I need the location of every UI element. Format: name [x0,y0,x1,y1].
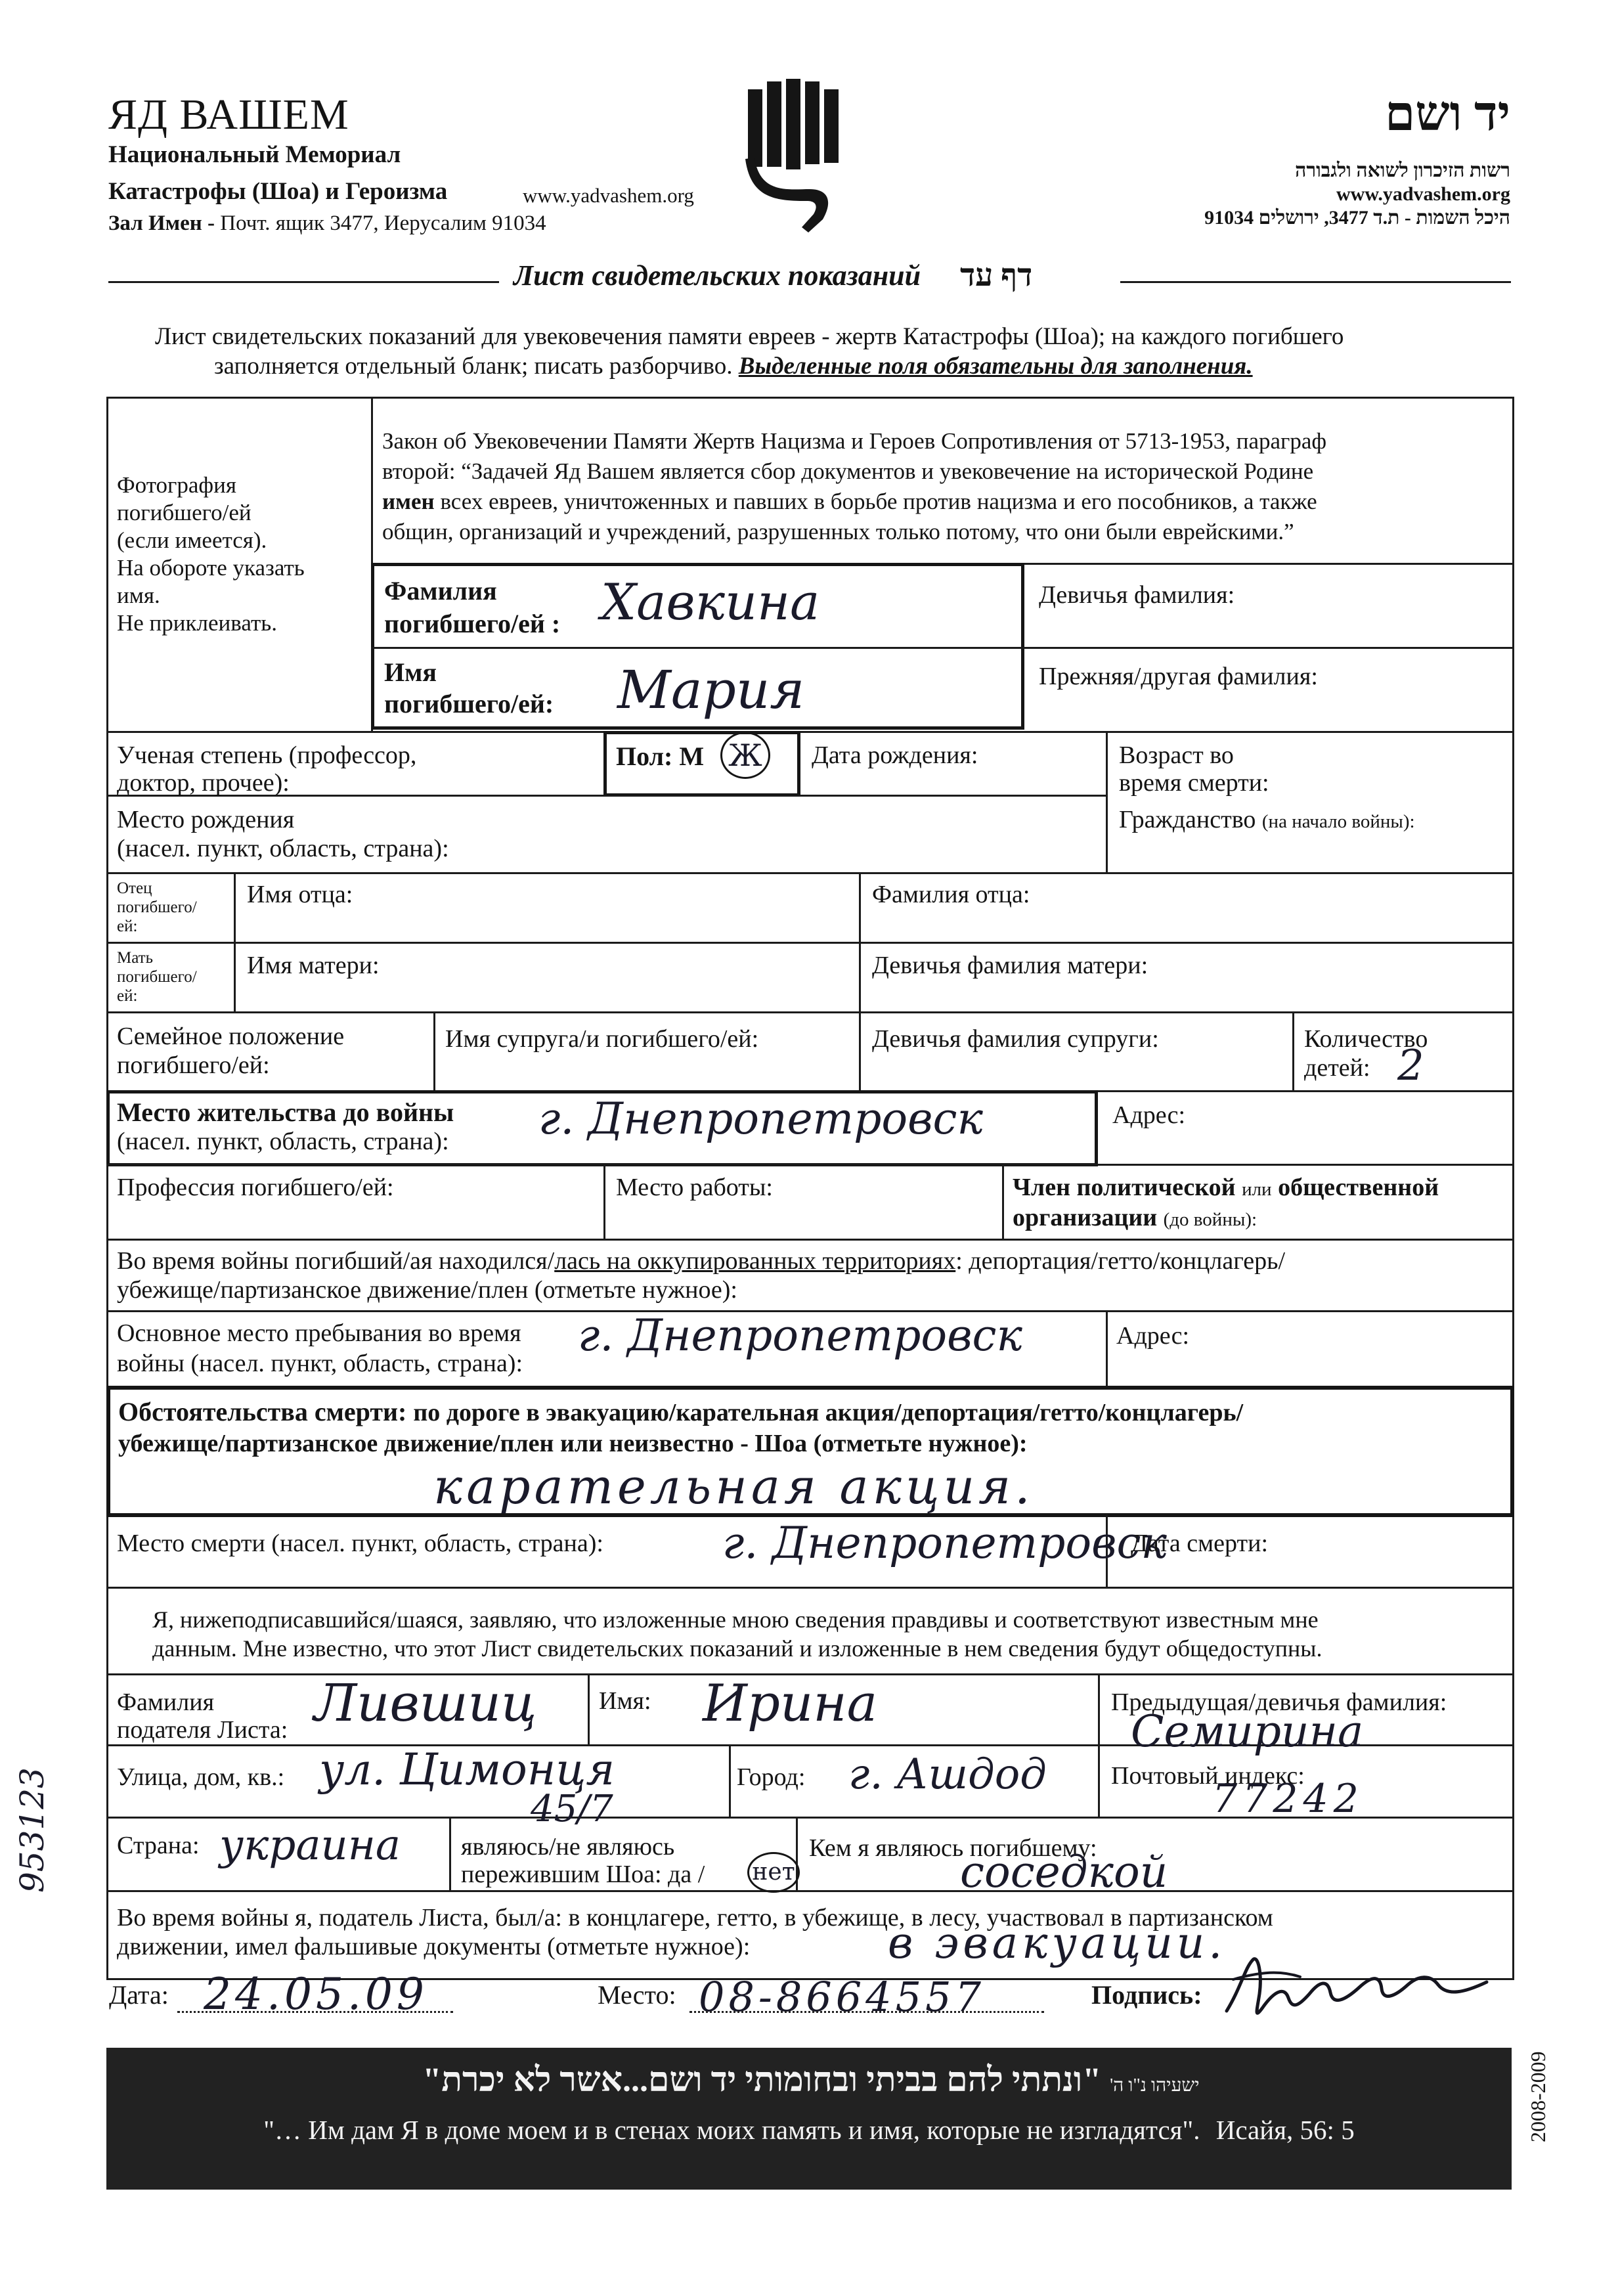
law-line-2: второй: “Задачей Яд Вашем является сбор документов и увековечение на исторической Родине [382,458,1314,484]
law-line-3-text: всех евреев, уничтоженных и павших в борьбе против нацизма и его пособников, а также [440,489,1317,514]
membership-label [1013,1173,1439,1202]
wartime-label [117,1247,1285,1275]
death-date-label: Дата смерти: [1131,1530,1269,1557]
victim-maiden-label: Девичья фамилия: [1039,581,1235,609]
birth-date-label: Дата рождения: [812,741,978,769]
residence-bottom [106,1164,1514,1166]
street-label: Улица, дом, кв.: [117,1763,285,1791]
photo-line: (если имеется). [117,527,267,553]
degree-label-2: доктор, прочее): [117,769,290,797]
submitter-row1-div1 [588,1673,590,1746]
form-border-right [1512,397,1514,1979]
membership-label-c: организации [1013,1204,1158,1231]
date-label: Дата: [109,1980,169,2010]
residence-label: Место жительства до войны [117,1097,454,1127]
membership-label-2 [1013,1203,1257,1232]
org-subtitle-ru-2: Катастрофы (Шоа) и Героизма [108,178,448,205]
website-he: www.yadvashem.org [1336,183,1510,205]
country-label: Страна: [117,1832,200,1859]
form-border-left [106,397,108,1979]
law-line-1: Закон об Увековечении Памяти Жертв Нацизма и Героев Сопротивления от 5713-1953, параграф [382,428,1327,454]
death-place-value[interactable]: г. Днепропетровск [722,1518,1167,1568]
org-name-he: יד ושם [1385,87,1510,141]
mother-side-line: погибшего/ [117,968,197,986]
degree-label: Ученая степень (профессор, [117,741,417,769]
profession-div-1 [603,1164,605,1240]
mother-name-label: Имя матери: [247,952,380,979]
law-names-bold: имен [382,489,435,514]
relation-label: Кем я являюсь погибшему: [809,1834,1097,1862]
submitter-wartime-line-1: Во время войны я, податель Листа, был/а: в концлагере, гетто, в убежище, в лесу, участвовал в партизанском [117,1904,1273,1932]
form-title: Лист свидетельских показаний [514,259,921,292]
children-label-2: детей: [1304,1054,1370,1082]
father-surname-label: Фамилия отца: [872,881,1030,908]
photo-line: На обороте указать [117,555,305,581]
hall-address-ru: Почт. ящик 3477, Иерусалим 91034 [220,211,546,235]
submitter-row3-div1 [449,1817,451,1891]
wartime-label-a: Во время войны погибший/ая находился/ [117,1247,555,1275]
father-bottom [106,942,1514,944]
survivor-label-2: пережившим Шоа: да / [461,1861,705,1888]
membership-or: или [1242,1179,1272,1200]
intro-required-note: Выделенные поля обязательны для заполнения. [738,353,1253,380]
relation-value[interactable]: соседкой [960,1847,1168,1897]
place-value[interactable]: 08-8664557 [699,1973,985,2021]
photo-line: Фотография [117,472,236,498]
archive-number-margin: 953123 [13,1767,51,1893]
photo-line: погибшего/ей [117,500,251,525]
death-circumstances-label [118,1398,1243,1427]
workplace-label: Место работы: [616,1174,773,1201]
death-circumstances-title: Обстоятельства смерти: [118,1397,407,1426]
website-ru: www.yadvashem.org [523,184,694,207]
death-circumstances-options: по дороге в эвакуацию/карательная акция/депортация/гетто/концлагерь/ [413,1399,1244,1426]
house-number-value[interactable]: 45/7 [531,1788,613,1830]
father-side-label [117,879,197,936]
place-underline [689,2011,1044,2013]
form-title-he: דף עד [960,258,1033,293]
wartime-label-2: убежище/партизанское движение/плен (отметьте нужное): [117,1276,737,1304]
banner-russian-text: "… Им дам Я в доме моем и в стенах моих память и имя, которые не изгладятся". [263,2115,1200,2145]
submitter-surname-label: Фамилия [117,1689,215,1716]
location-div [1106,1310,1108,1387]
signature-scribble [1221,1948,1497,2027]
birthplace-label-2: (насел. пункт, область, страна): [117,835,449,862]
hall-of-names-he: היכל השמות - ת.ד 3477, ירושלים 91034 [1204,207,1510,229]
victim-other-surname-label: Прежняя/другая фамилия: [1039,663,1318,690]
org-subtitle-he: רשות הזיכרון לשואה ולגבורה [1295,160,1510,181]
victim-first-name-value[interactable]: Мария [617,659,805,720]
birthplace-label: Место рождения [117,806,295,833]
father-name-label: Имя отца: [247,881,353,908]
membership-note: (до войны): [1163,1209,1257,1230]
banner-russian-source: Исайя, 56: 5 [1215,2115,1355,2145]
father-side-line: ей: [117,917,138,935]
declaration-line-2: данным. Мне известно, что этот Лист свидетельских показаний и изложенные в нем сведения будут общедоступны. [152,1635,1323,1662]
mother-side-line: Мать [117,949,154,967]
submitter-prev-surname-label: Предыдущая/девичья фамилия: [1111,1689,1447,1716]
banner-hebrew-text: "ונתתי להם בביתי ובחומותי יד ושם...אשר לא יכרת" [422,2062,1102,2099]
intro-line-2 [214,352,1253,381]
family-div-3 [1292,1011,1294,1092]
row-3-div-3 [1106,731,1108,797]
main-location-label: Основное место пребывания во время [117,1319,521,1347]
age-label-2: время смерти: [1119,769,1269,797]
signature-label: Подпись: [1091,1980,1202,2010]
hall-label-ru: Зал Имен - [108,211,215,235]
submitter-surname-label-2: подателя Листа: [117,1716,288,1744]
submitter-first-name-label: Имя: [599,1687,651,1715]
photo-instructions [117,472,366,637]
law-line-4: общин, организаций и учреждений, разрушенных только потому, что они были еврейскими.” [382,519,1294,544]
death-place-label: Место смерти (насел. пункт, область, страна): [117,1530,603,1557]
mother-maiden-label: Девичья фамилия матери: [872,952,1148,979]
org-name-ru: ЯД ВАШЕМ [108,91,349,139]
intro-line-1: Лист свидетельских показаний для увековечения памяти евреев - жертв Катастрофы (Шоа); на каждого погибшего [155,323,1344,350]
mother-side-line: ей: [117,987,138,1005]
profession-bottom [106,1239,1514,1241]
city-label: Город: [737,1763,806,1791]
hall-of-names-ru [108,209,546,238]
country-value[interactable]: украина [219,1821,401,1870]
father-side-line: погибшего/ [117,898,197,916]
victim-first-name-label-2: погибшего/ей: [384,689,554,718]
spouse-name-label: Имя супруга/и погибшего/ей: [445,1025,759,1053]
photo-line: имя. [117,583,160,608]
citizenship-label [1119,805,1415,834]
submitter-row2-div2 [1098,1744,1100,1818]
victim-surname-label-2: погибшего/ей : [384,609,561,638]
yad-vashem-logo-icon [745,79,844,236]
submitter-row2-div1 [729,1744,731,1818]
citizenship-label-text: Гражданство [1119,806,1256,833]
street-value[interactable]: ул. Цимонця [319,1744,615,1795]
form-border-top [106,397,1514,399]
submitter-wartime-value[interactable]: в эвакуации. [888,1918,1227,1968]
intro-line-2-text: заполняется отдельный бланк; писать разборчиво. [214,353,733,380]
org-subtitle-ru: Национальный Мемориал [108,141,401,168]
mother-side-label [117,948,197,1005]
submitter-row3-bottom [106,1890,1514,1892]
survivor-label: являюсь/не являюсь [461,1833,675,1861]
row-4-div [1106,795,1108,873]
photo-line: Не приклеивать. [117,610,277,636]
row-3-top [106,731,1514,733]
main-location-address-label: Адрес: [1116,1322,1190,1350]
family-div-1 [433,1011,435,1092]
banner-russian-quote [131,2113,1487,2146]
children-label: Количество [1304,1025,1428,1053]
postcode-label: Почтовый индекс: [1111,1762,1305,1790]
mother-bottom [106,1011,1514,1013]
banner-hebrew-source: ישעיהו נ"ו ה' [1110,2075,1200,2096]
father-side-line: Отец [117,879,152,897]
family-status-label-2: погибшего/ей: [117,1051,270,1079]
spouse-maiden-label: Девичья фамилия супруги: [872,1025,1159,1053]
submitter-row1-div2 [1098,1673,1100,1746]
victim-first-name-label: Имя [384,657,437,687]
year-range-margin: 2008-2009 [1526,2051,1550,2142]
banner-hebrew-quote [282,2061,1340,2106]
victim-surname-label: Фамилия [384,576,497,606]
death-place-bottom [106,1587,1514,1589]
date-value[interactable]: 24.05.09 [204,1969,428,2020]
title-rule-left [108,281,499,283]
wartime-occupied-underlined[interactable]: лась на оккупированных территориях [554,1247,956,1275]
membership-label-b: общественной [1278,1174,1439,1201]
death-circumstances-value[interactable]: карательная акция. [433,1459,1034,1515]
submitter-wartime-line-2: движении, имел фальшивые документы (отметьте нужное): [117,1933,751,1960]
sex-label: Пол: М [616,741,705,771]
family-div-2 [859,1011,861,1092]
postcode-value[interactable]: 77242 [1212,1776,1364,1822]
row-4-bottom [106,872,1514,874]
membership-label-a: Член политической [1013,1174,1236,1201]
submitter-surname-value[interactable]: Лившиц [314,1674,537,1733]
date-underline [177,2011,453,2013]
residence-value[interactable]: г. Днепропетровск [538,1093,983,1144]
submitter-first-name-value[interactable]: Ирина [703,1674,878,1733]
declaration-line-1: Я, нижеподписавшийся/шаяся, заявляю, что изложенные мною сведения правдивы и соответствуют известным мне [152,1606,1319,1633]
city-value[interactable]: г. Ашдод [848,1750,1047,1799]
death-circumstances-label-2: убежище/партизанское движение/плен или неизвестно - Шоа (отметьте нужное): [118,1430,1028,1457]
main-location-label-2: войны (насел. пункт, область, страна): [117,1350,523,1377]
victim-name-mid [371,647,1514,649]
survivor-answer-circled[interactable]: нет [747,1852,800,1893]
submitter-prev-surname-value[interactable]: Семирина [1131,1706,1364,1757]
law-line-3 [382,487,1317,516]
wartime-label-c: : депортация/гетто/концлагерь/ [955,1247,1286,1275]
children-count-value[interactable]: 2 [1397,1042,1424,1090]
age-label: Возраст во [1119,741,1234,769]
sex-value-circled[interactable]: Ж [720,732,770,779]
citizenship-note: (на начало войны): [1261,811,1415,832]
residence-address-label: Адрес: [1112,1101,1186,1129]
victim-surname-value[interactable]: Хавкина [601,573,820,631]
title-rule-right [1120,281,1511,283]
place-label: Место: [598,1980,676,2010]
main-location-value[interactable]: г. Днепропетровск [578,1310,1022,1361]
family-status-label: Семейное положение [117,1023,345,1050]
residence-label-2: (насел. пункт, область, страна): [117,1128,449,1155]
profession-div-2 [1002,1164,1004,1240]
profession-label: Профессия погибшего/ей: [117,1174,394,1201]
